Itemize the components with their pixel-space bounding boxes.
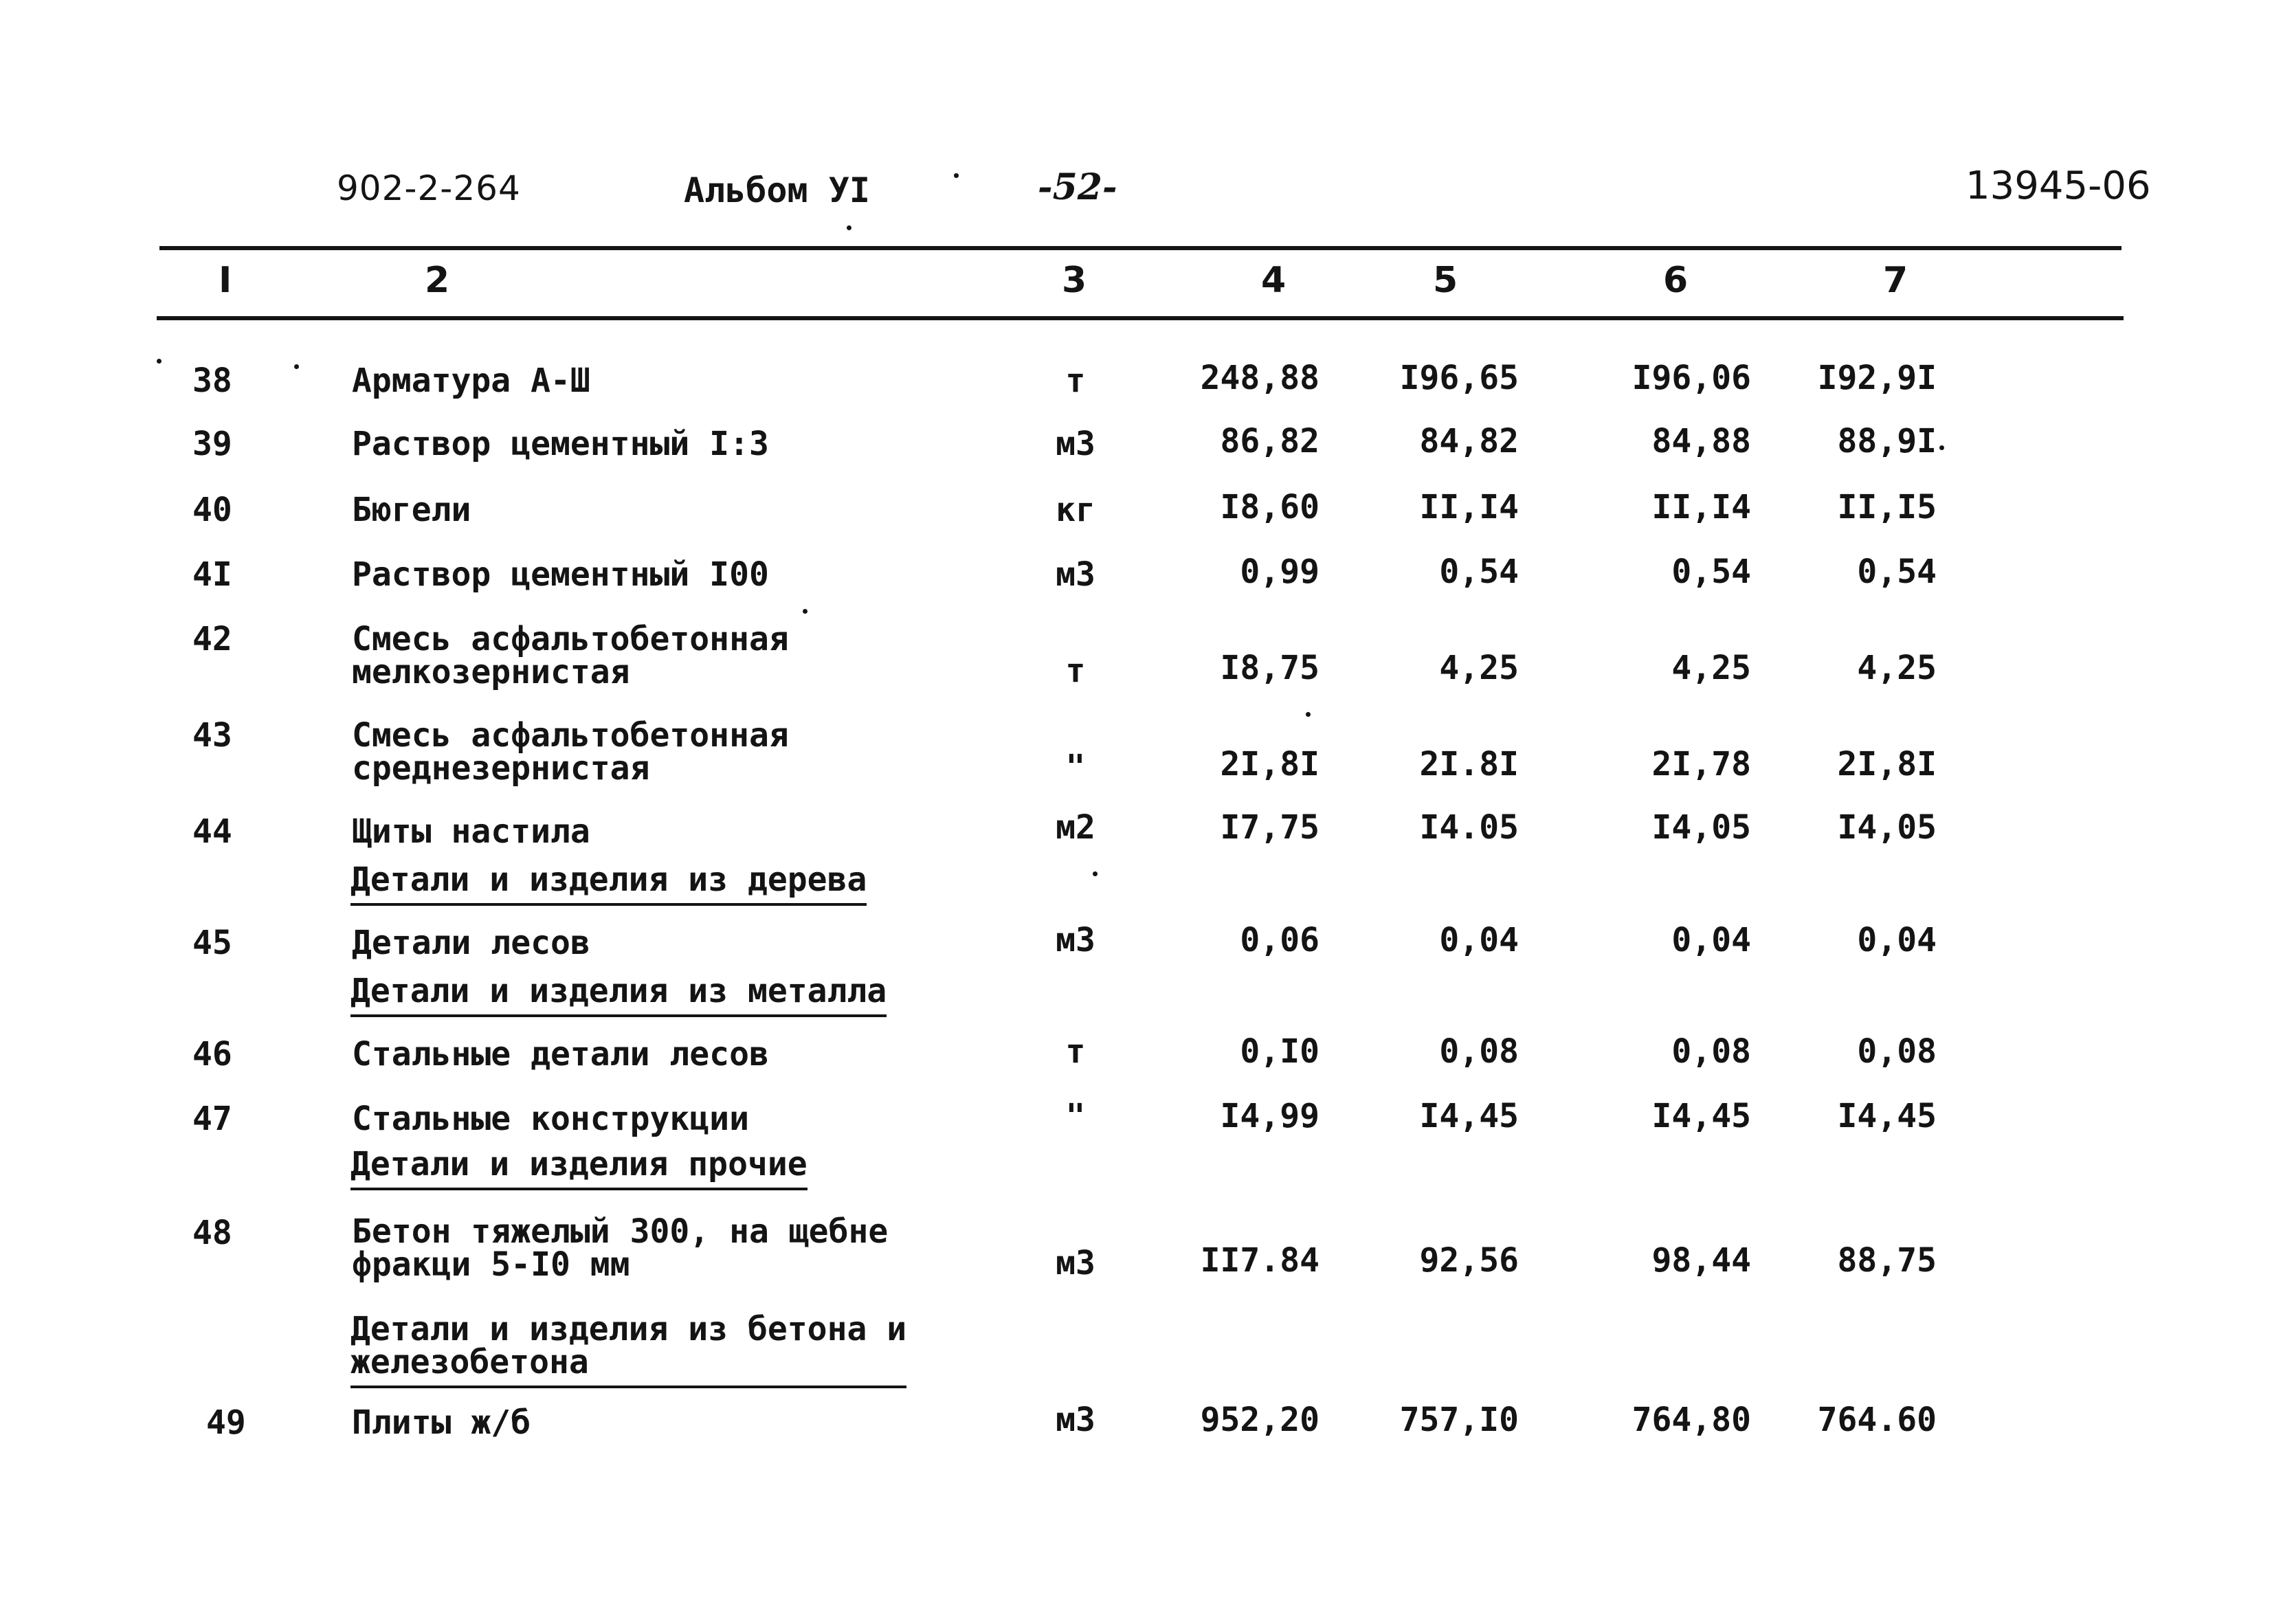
row-value-4: 952,20	[1200, 1401, 1319, 1439]
row-value-5: I4,45	[1419, 1097, 1519, 1135]
row-value-6: I4,45	[1651, 1097, 1751, 1135]
row-number: 48	[192, 1214, 232, 1252]
row-value-5: 2I.8I	[1419, 745, 1519, 783]
row-value-7: I4,05	[1837, 808, 1937, 847]
row-value-5: 0,08	[1439, 1032, 1519, 1071]
column-number-6: 6	[1663, 260, 1689, 301]
scan-speck	[1939, 445, 1944, 450]
row-value-4: I7,75	[1220, 808, 1319, 847]
row-material: Стальные детали лесов	[352, 1035, 769, 1074]
column-number-4: 4	[1261, 260, 1287, 301]
row-value-5: I4.05	[1419, 808, 1519, 847]
page-number: -52-	[1038, 166, 1117, 208]
row-value-4: 0,I0	[1240, 1032, 1319, 1071]
row-unit: кг	[1056, 491, 1095, 529]
row-value-7: 0,54	[1857, 553, 1937, 591]
column-number-7: 7	[1883, 260, 1908, 301]
row-value-7: 764.60	[1817, 1401, 1937, 1439]
row-value-5: I96,65	[1399, 359, 1519, 397]
row-material: Плиты ж/б	[352, 1403, 531, 1442]
row-value-5: II,I4	[1419, 488, 1519, 526]
scan-speck	[157, 359, 162, 364]
row-value-4: I8,60	[1220, 488, 1319, 526]
row-material: Арматура А-Ш	[352, 361, 590, 400]
row-unit: т	[1065, 1032, 1086, 1071]
scan-speck	[803, 609, 808, 614]
row-unit: м3	[1056, 425, 1095, 463]
archive-code: 13945-06	[1965, 164, 2151, 208]
row-value-4: II7.84	[1200, 1241, 1319, 1280]
row-value-5: 757,I0	[1399, 1401, 1519, 1439]
row-value-5: 0,54	[1439, 553, 1519, 591]
row-unit: м3	[1056, 1401, 1095, 1439]
row-number: 38	[192, 361, 232, 400]
row-value-4: I8,75	[1220, 649, 1319, 687]
row-value-4: 86,82	[1220, 422, 1319, 460]
column-number-2: 2	[425, 260, 450, 301]
row-material: Детали лесов	[352, 924, 590, 962]
scan-speck	[847, 225, 851, 230]
row-material: Бюгели	[352, 491, 471, 529]
row-value-4: 0,99	[1240, 553, 1319, 591]
scan-speck	[1306, 712, 1311, 717]
row-number: 47	[192, 1100, 232, 1138]
row-material: Смесь асфальтобетонная мелкозернистая	[352, 620, 789, 691]
row-unit: м3	[1056, 921, 1095, 959]
section-heading-wood: Детали и изделия из дерева	[350, 863, 867, 906]
row-value-7: I92,9I	[1817, 359, 1937, 397]
row-value-4: 2I,8I	[1220, 745, 1319, 783]
table-top-rule	[159, 246, 2121, 250]
row-value-7: II,I5	[1837, 488, 1937, 526]
section-heading-metal: Детали и изделия из металла	[350, 975, 887, 1017]
row-number: 45	[192, 924, 232, 962]
row-number: 46	[192, 1035, 232, 1074]
row-number: 43	[192, 716, 232, 755]
row-unit: м3	[1056, 555, 1095, 594]
row-material: Бетон тяжелый 300, на щебне фракци 5-I0 мм	[352, 1212, 889, 1284]
section-heading-concrete: Детали и изделия из бетона и железобетона	[350, 1313, 906, 1388]
row-value-6: 2I,78	[1651, 745, 1751, 783]
table-header-rule	[157, 316, 2124, 320]
row-material: Раствор цементный I00	[352, 555, 769, 594]
row-value-6: I96,06	[1631, 359, 1751, 397]
row-value-6: I4,05	[1651, 808, 1751, 847]
row-value-7: 88,75	[1837, 1241, 1937, 1280]
row-unit: т	[1065, 361, 1086, 400]
scan-speck	[1093, 871, 1098, 876]
row-value-6: 0,54	[1671, 553, 1751, 591]
row-value-7: I4,45	[1837, 1097, 1937, 1135]
row-unit: м2	[1056, 808, 1095, 847]
row-value-7: 2I,8I	[1837, 745, 1937, 783]
row-material: Смесь асфальтобетонная среднезернистая	[352, 716, 789, 788]
row-number: 39	[192, 425, 232, 463]
row-value-7: 0,08	[1857, 1032, 1937, 1071]
row-material: Стальные конструкции	[352, 1100, 749, 1138]
section-heading-other: Детали и изделия прочие	[350, 1148, 808, 1190]
row-unit: "	[1065, 1097, 1086, 1135]
row-value-6: 0,04	[1671, 921, 1751, 959]
row-value-4: 0,06	[1240, 921, 1319, 959]
scan-speck	[294, 364, 299, 369]
row-number: 49	[206, 1403, 246, 1442]
row-unit: т	[1065, 652, 1086, 690]
row-value-7: 88,9I	[1837, 422, 1937, 460]
row-value-6: 764,80	[1631, 1401, 1751, 1439]
row-value-7: 4,25	[1857, 649, 1937, 687]
row-value-5: 4,25	[1439, 649, 1519, 687]
row-value-6: 4,25	[1671, 649, 1751, 687]
row-value-4: I4,99	[1220, 1097, 1319, 1135]
scan-speck	[954, 173, 959, 178]
row-number: 40	[192, 491, 232, 529]
row-value-6: 98,44	[1651, 1241, 1751, 1280]
row-value-6: 0,08	[1671, 1032, 1751, 1071]
row-material: Щиты настила	[352, 812, 590, 851]
row-value-5: 0,04	[1439, 921, 1519, 959]
row-number: 44	[192, 812, 232, 851]
row-unit: м3	[1056, 1244, 1095, 1282]
document-number: 902-2-264	[337, 168, 521, 208]
row-material: Раствор цементный I:3	[352, 425, 769, 463]
column-number-3: 3	[1062, 260, 1087, 301]
row-value-4: 248,88	[1200, 359, 1319, 397]
row-number: 42	[192, 620, 232, 658]
row-value-6: II,I4	[1651, 488, 1751, 526]
row-unit: "	[1065, 748, 1086, 786]
row-number: 4I	[192, 555, 232, 594]
album-label: Альбом УІ	[684, 170, 870, 210]
row-value-7: 0,04	[1857, 921, 1937, 959]
row-value-5: 92,56	[1419, 1241, 1519, 1280]
row-value-5: 84,82	[1419, 422, 1519, 460]
column-number-1: I	[219, 260, 232, 301]
column-number-5: 5	[1433, 260, 1458, 301]
row-value-6: 84,88	[1651, 422, 1751, 460]
